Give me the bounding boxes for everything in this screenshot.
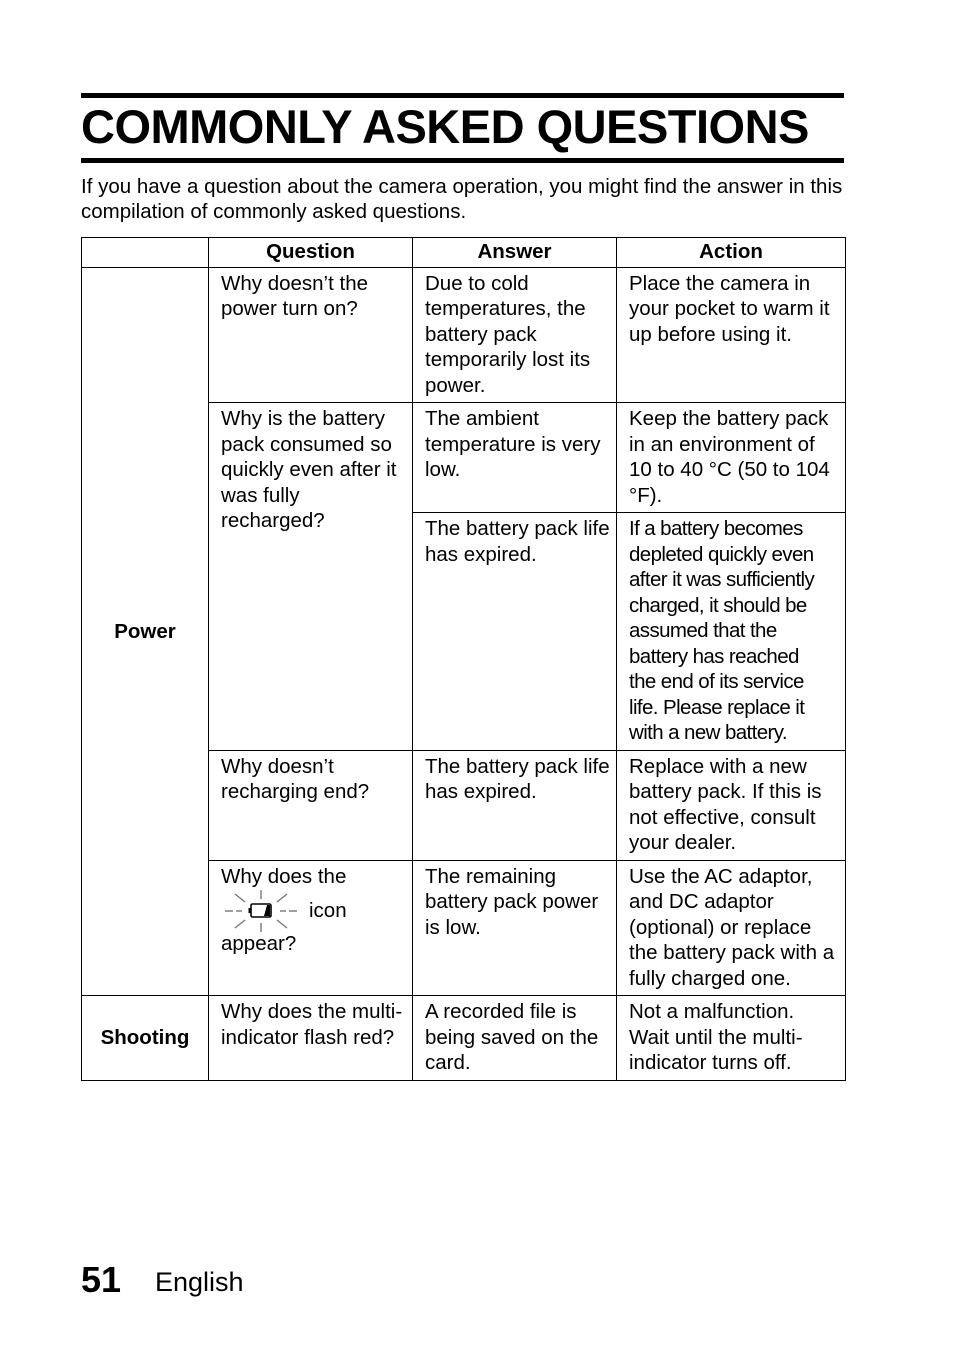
answer-cell: The battery pack life has expired. <box>413 513 617 751</box>
title-rule-top <box>81 93 844 98</box>
action-line: assumed that the <box>629 619 777 642</box>
question-cell <box>209 860 413 996</box>
question-text-after: appear? <box>221 932 297 955</box>
action-cell: Use the AC adaptor, and DC adaptor (optional) or replace the battery pack with a fully charged one. <box>617 860 846 996</box>
action-cell: Place the camera in your pocket to warm it up before using it. <box>617 267 846 403</box>
answer-cell: Due to cold temperatures, the battery pack temporarily lost its power. <box>413 267 617 403</box>
action-line: charged, it should be <box>629 593 807 617</box>
question-cell: Why doesn’t the power turn on? <box>209 267 413 403</box>
question-cell: Why does the multi-indicator flash red? <box>209 996 413 1081</box>
header-category <box>82 238 209 268</box>
category-shooting: Shooting <box>82 996 209 1081</box>
answer-cell: A recorded file is being saved on the card. <box>413 996 617 1081</box>
answer-cell: The battery pack life has expired. <box>413 750 617 860</box>
question-cell: Why is the battery pack consumed so quickly even after it was fully recharged? <box>209 403 413 751</box>
action-line: after it was sufficiently <box>629 568 815 591</box>
intro-paragraph: If you have a question about the camera operation, you might find the answer in this compilation of commonly asked questions. <box>81 175 843 223</box>
action-cell: Replace with a new battery pack. If this is not effective, consult your dealer. <box>617 750 846 860</box>
icon-line <box>221 893 406 929</box>
table-header-row <box>82 238 846 268</box>
action-line: If a battery becomes <box>629 517 803 540</box>
page-number: 51 <box>81 1259 122 1300</box>
question-text-before: Why does the <box>221 864 347 888</box>
battery-low-blinking-icon <box>221 888 301 934</box>
header-answer: Answer <box>413 238 617 268</box>
action-cell: Keep the battery pack in an environment of 10 to 40 °C (50 to 104 °F). <box>617 403 846 513</box>
action-line: depleted quickly even <box>629 542 814 566</box>
title-rule-bottom <box>81 158 844 163</box>
action-line: life. Please replace it <box>629 695 805 719</box>
action-line: the end of its service <box>629 670 804 693</box>
page-title: COMMONLY ASKED QUESTIONS <box>81 100 809 153</box>
language-label: English <box>155 1267 244 1297</box>
action-line: with a new battery. <box>629 721 787 744</box>
header-action: Action <box>617 238 846 268</box>
icon-word: icon <box>309 899 347 923</box>
question-cell: Why doesn’t recharging end? <box>209 750 413 860</box>
table-row <box>82 996 846 1081</box>
header-question: Question <box>209 238 413 268</box>
table-row <box>82 267 846 403</box>
answer-cell: The ambient temperature is very low. <box>413 403 617 513</box>
action-cell: Not a malfunction. Wait until the multi-indicator turns off. <box>617 996 846 1081</box>
action-cell <box>617 513 846 751</box>
action-line: battery has reached <box>629 644 799 668</box>
answer-cell: The remaining battery pack power is low. <box>413 860 617 996</box>
faq-table <box>81 237 846 1081</box>
category-power: Power <box>82 267 209 996</box>
